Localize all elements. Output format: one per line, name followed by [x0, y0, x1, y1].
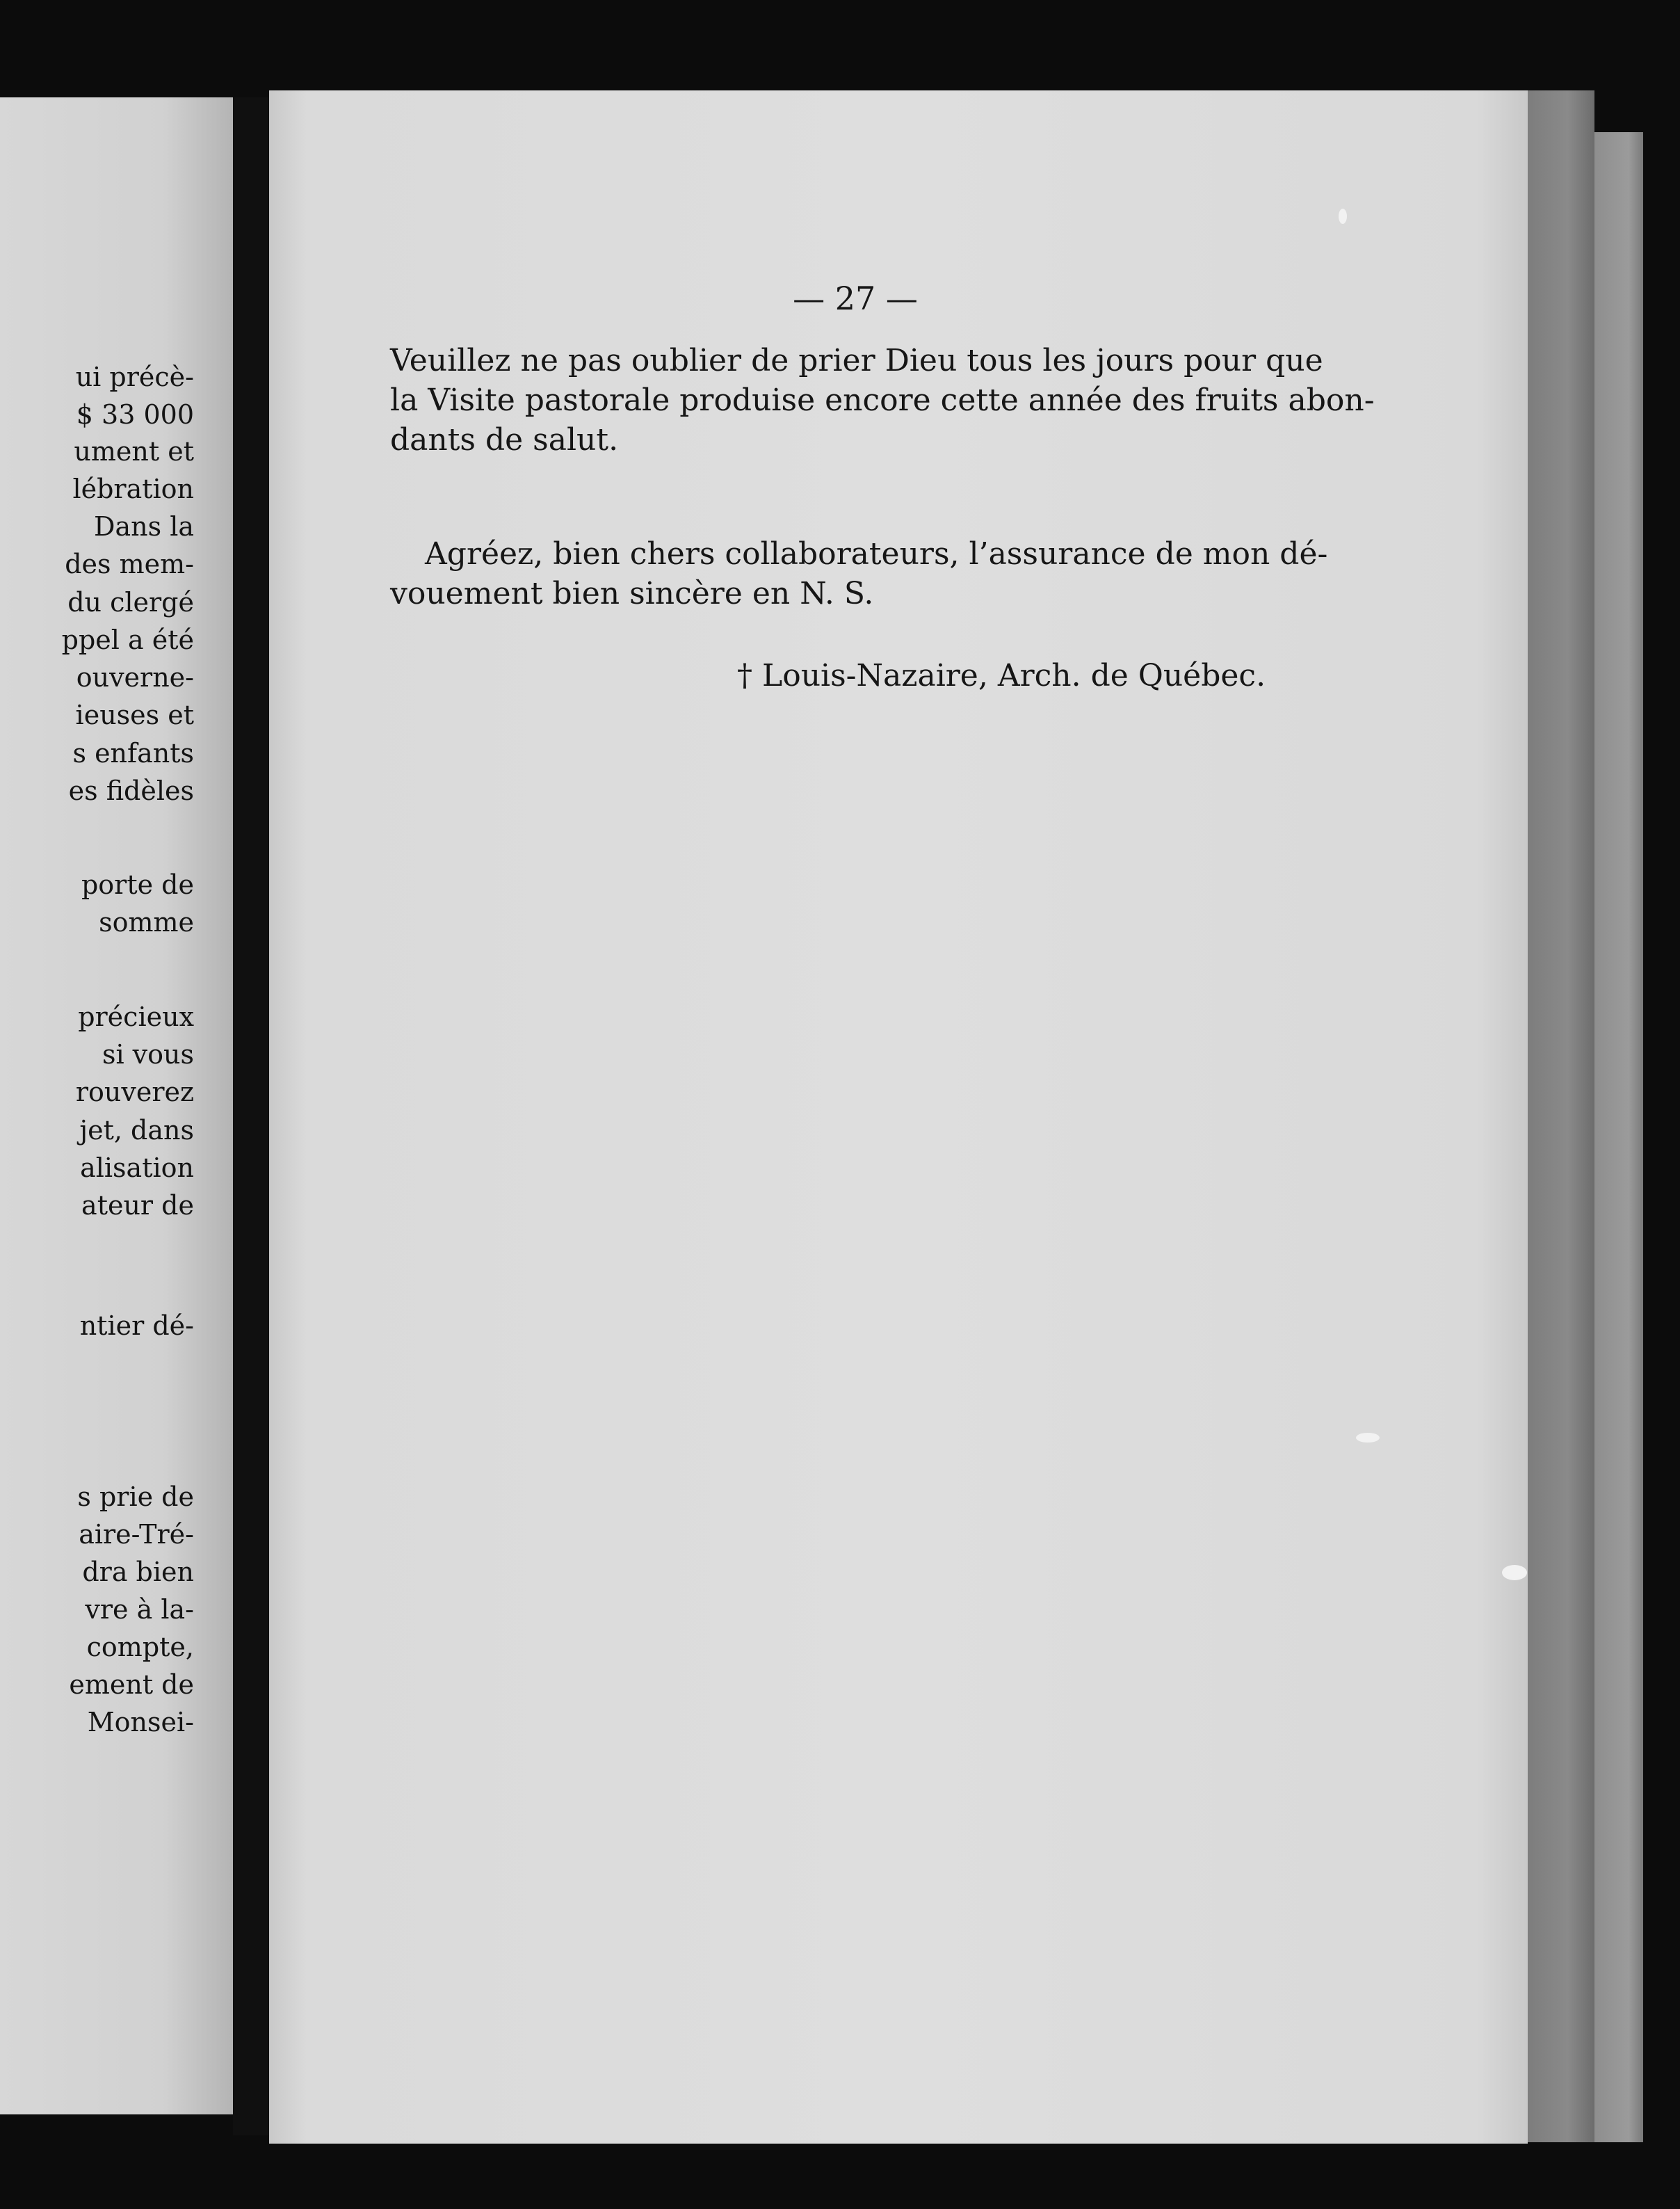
left-page-line: du clergé — [67, 587, 194, 618]
paragraph-line: la Visite pastorale produise encore cette année des fruits abon- — [390, 383, 1375, 418]
left-page-line: précieux — [78, 1002, 194, 1032]
paragraph-prayer-request — [390, 343, 1375, 464]
left-page-line: ppel a été — [61, 625, 194, 655]
left-page-line: es fidèles — [68, 776, 194, 806]
scan-speck — [1502, 1565, 1527, 1580]
left-page-line: s enfants — [72, 738, 194, 769]
left-page-line: si vous — [102, 1039, 194, 1070]
page-number: — 27 — — [793, 280, 918, 317]
left-page-line: Monsei- — [87, 1707, 194, 1737]
book-gutter — [233, 97, 269, 2135]
scan-speck — [1356, 1433, 1380, 1443]
paragraph-closing — [390, 536, 1328, 619]
left-page-line: Dans la — [94, 511, 194, 542]
left-page-line: alisation — [80, 1152, 194, 1183]
left-page-line: somme — [99, 907, 194, 938]
left-page-line: aire-Tré- — [79, 1519, 194, 1550]
left-page-line: rouverez — [75, 1077, 194, 1107]
scan-speck — [1339, 209, 1347, 224]
left-page-line: ntier dé- — [79, 1310, 194, 1341]
page-edge — [1528, 90, 1594, 2142]
left-page-line: s prie de — [77, 1481, 194, 1512]
left-page-line: jet, dans — [79, 1115, 194, 1146]
page-edge — [1594, 132, 1643, 2142]
left-page-line: vre à la- — [85, 1594, 194, 1625]
left-page-line: porte de — [81, 869, 194, 900]
left-page-line: ument et — [74, 436, 194, 467]
left-page-line: ieuses et — [75, 700, 194, 730]
left-page-line: des mem- — [65, 549, 194, 579]
left-page-line: compte, — [86, 1632, 194, 1662]
paragraph-line: vouement bien sincère en N. S. — [390, 576, 874, 611]
left-page-line: $ 33 000 — [76, 399, 194, 430]
left-page-line: ouverne- — [76, 662, 194, 693]
signature-line: † Louis-Nazaire, Arch. de Québec. — [737, 658, 1266, 693]
paragraph-line: Veuillez ne pas oublier de prier Dieu tous les jours pour que — [390, 343, 1323, 378]
paragraph-line: dants de salut. — [390, 422, 619, 458]
left-page-line: ui précè- — [75, 362, 194, 392]
left-page-line: ement de — [69, 1669, 194, 1700]
left-page-line: ateur de — [81, 1190, 194, 1221]
left-page — [0, 97, 233, 2114]
paragraph-line: Agréez, bien chers collaborateurs, l’assurance de mon dé- — [425, 536, 1328, 572]
left-page-line: lébration — [72, 474, 194, 504]
left-page-line: dra bien — [82, 1557, 194, 1587]
